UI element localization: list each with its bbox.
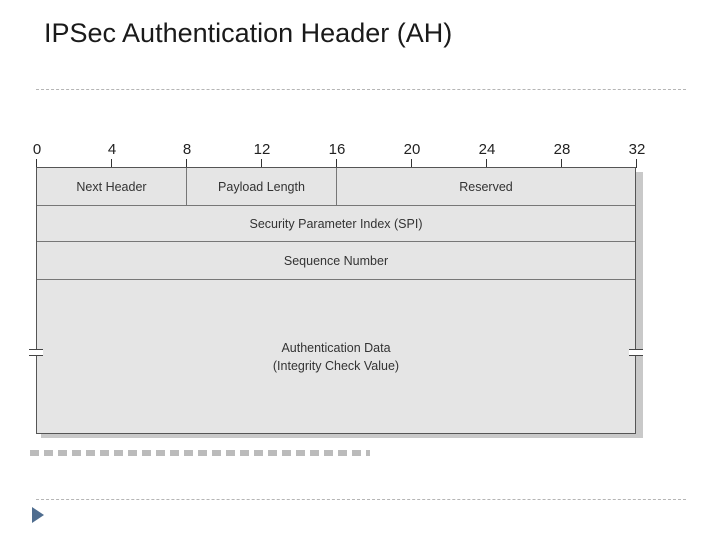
bottom-divider <box>36 499 686 500</box>
auth-data-label: Authentication Data <box>281 340 391 355</box>
variable-length-break-icon <box>629 349 643 356</box>
variable-length-break-icon <box>29 349 43 356</box>
bit-label-16: 16 <box>328 141 346 158</box>
field-next-header: Next Header <box>76 179 147 194</box>
slide-title: IPSec Authentication Header (AH) <box>44 18 453 48</box>
top-divider <box>36 89 686 90</box>
bit-label-0: 0 <box>32 141 42 158</box>
bit-label-12: 12 <box>253 141 271 158</box>
bit-label-8: 8 <box>182 141 192 158</box>
field-sequence-number: Sequence Number <box>283 253 389 268</box>
auth-data-sublabel: (Integrity Check Value) <box>272 358 400 373</box>
field-payload-length: Payload Length <box>218 179 305 194</box>
cropped-caption <box>30 450 370 456</box>
bit-label-4: 4 <box>107 141 117 158</box>
triangle-bullet-icon <box>32 507 44 523</box>
bit-label-20: 20 <box>403 141 421 158</box>
bit-tick <box>636 159 637 168</box>
bit-label-32: 32 <box>628 141 646 158</box>
field-authentication-data <box>37 280 635 433</box>
field-spi: Security Parameter Index (SPI) <box>249 216 423 231</box>
bit-label-28: 28 <box>553 141 571 158</box>
ah-header-diagram <box>36 167 636 434</box>
bit-label-24: 24 <box>478 141 496 158</box>
field-reserved: Reserved <box>459 179 513 194</box>
